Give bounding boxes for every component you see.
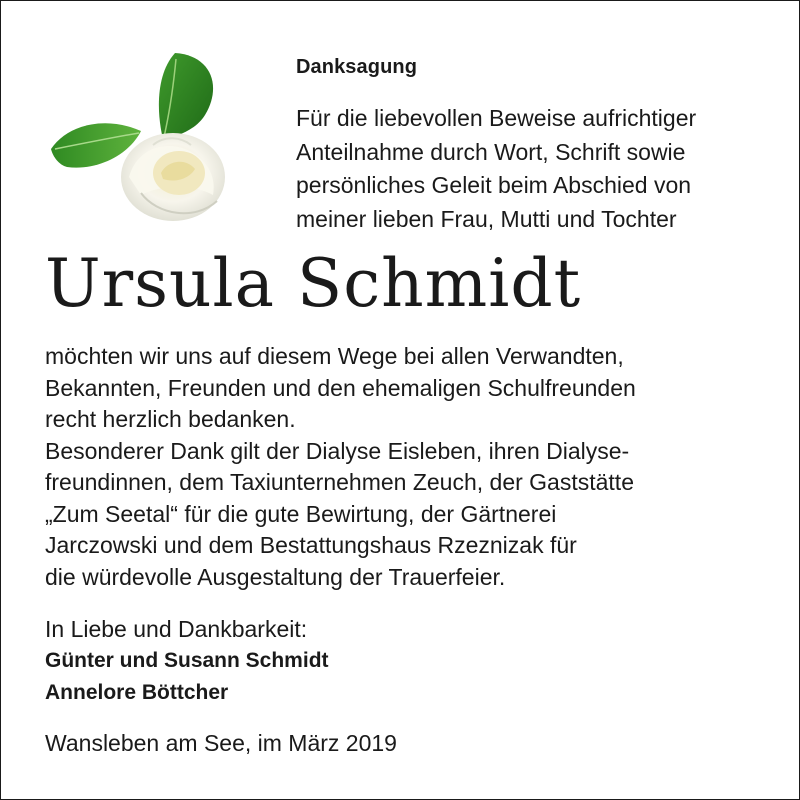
signatory: Annelore Böttcher [45, 681, 229, 704]
place-date: Wansleben am See, im März 2019 [45, 730, 397, 756]
deceased-name: Ursula Schmidt [45, 245, 582, 322]
intro-line: Für die liebevollen Beweise aufrichtiger [296, 105, 697, 131]
signatory: Günter und Susann Schmidt [45, 649, 329, 672]
body-line: freundinnen, dem Taxiunternehmen Zeuch, der Gaststätte [45, 469, 634, 495]
intro-text [296, 102, 796, 236]
intro-line: Anteilnahme durch Wort, Schrift sowie [296, 138, 686, 165]
rose-icon [45, 45, 231, 231]
intro-line: meiner lieben Frau, Mutti und Tochter [296, 205, 677, 232]
intro-line: persönliches Geleit beim Abschied von [296, 172, 692, 198]
heading: Danksagung [296, 56, 418, 78]
body-line: „Zum Seetal“ für die gute Bewirtung, der Gärtnerei [45, 500, 557, 527]
body-line: recht herzlich bedanken. [45, 406, 296, 432]
body-line: Bekannten, Freunden und den ehemaligen Schulfreunden [45, 374, 636, 401]
closing-phrase: In Liebe und Dankbarkeit: [45, 616, 308, 642]
body-line: Jarczowski und dem Bestattungshaus Rzeznizak für [45, 532, 577, 558]
body-line: die würdevolle Ausgestaltung der Trauerfeier. [45, 563, 506, 590]
body-line: möchten wir uns auf diesem Wege bei allen Verwandten, [45, 343, 624, 369]
body-text [45, 341, 785, 593]
body-line: Besonderer Dank gilt der Dialyse Eisleben, ihren Dialyse- [45, 437, 630, 464]
signature-block [45, 613, 329, 709]
